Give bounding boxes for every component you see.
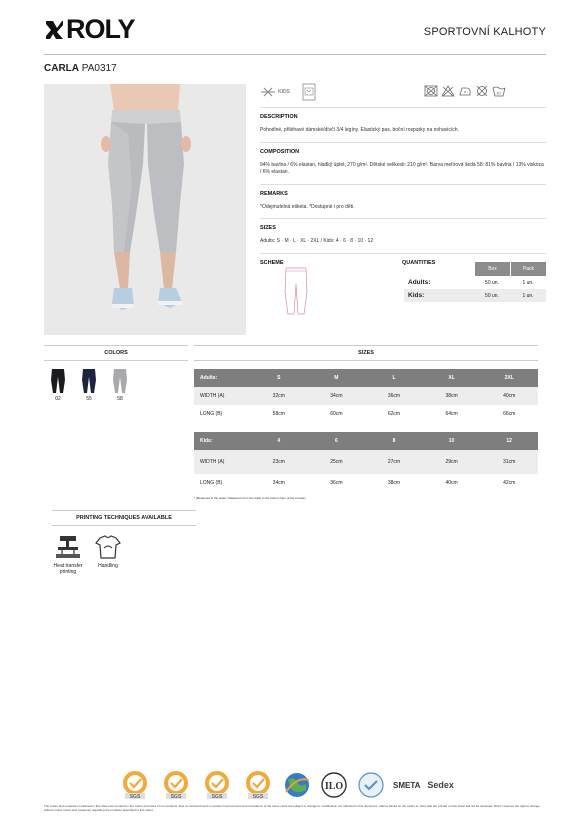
product-code: PA0317 <box>81 63 117 74</box>
table-cell: 64cm <box>445 411 458 417</box>
no-dry-clean-icon <box>475 85 489 97</box>
table-row <box>194 387 538 405</box>
iron-icon <box>458 85 472 97</box>
sgs-certified-icon <box>241 770 275 800</box>
sizes-title: SIZES <box>260 225 276 231</box>
table-cell: 62cm <box>387 411 401 417</box>
sizes-section <box>260 219 546 254</box>
kids-size-table <box>194 432 538 492</box>
arrows-icon <box>260 86 276 98</box>
table-cell: LONG (B) <box>200 480 223 486</box>
tshirt-handling-icon <box>94 534 122 560</box>
qty-label: Adults: <box>408 279 431 286</box>
table-cell: 8 <box>365 432 423 450</box>
table-cell: 38cm <box>423 387 481 405</box>
table-cell: 40cm <box>445 480 458 486</box>
legal-disclaimer: The colors and measures contained in this sheet are rounded to the colors and sizes of our products. Due to continued work in product improvement and renovations of the same stock are subject to change or modification not reflected in this document. Claims based on the colors or sizes that are printed on this sheet will not be accepted. ROLY reserves the right to change without notice colors and measures regarding the products described in this sheet. <box>44 804 540 812</box>
colors-heading: COLORS <box>44 345 188 361</box>
color-code: 55 <box>86 396 92 402</box>
table-cell: S <box>250 369 308 387</box>
header-divider <box>44 54 546 55</box>
table-row <box>194 405 538 423</box>
sgs-badge <box>200 770 234 800</box>
adults-size-table <box>194 369 538 423</box>
printing-techniques <box>52 534 124 575</box>
svg-text:30: 30 <box>496 90 501 96</box>
no-tumble-dry-icon <box>424 85 438 97</box>
table-cell: 29cm <box>423 450 481 474</box>
color-swatch[interactable] <box>81 368 97 402</box>
qty-pack: 1 un. <box>522 279 534 286</box>
description-section <box>260 108 546 143</box>
quantities-title: QUANTITIES <box>402 259 436 266</box>
table-cell: LONG (B) <box>200 411 223 417</box>
quantities-row-kids <box>404 289 546 302</box>
table-cell: 4 <box>250 432 308 450</box>
table-cell: 58cm <box>272 411 285 417</box>
sgs-label: SGS <box>211 794 223 800</box>
pack-header: Pack <box>511 262 546 276</box>
legging-swatch-icon <box>112 368 128 394</box>
sgs-certified-icon <box>118 770 152 800</box>
table-header-row <box>194 369 538 387</box>
composition-section <box>260 143 546 185</box>
table-cell: L <box>365 369 423 387</box>
table-cell: 10 <box>423 432 481 450</box>
table-cell: Kids: <box>194 432 250 450</box>
sizes-footnote: * [Measures in the waist / Measures from the waist to the bottom hem of the trouser] <box>194 496 306 500</box>
quality-seal-icon <box>356 770 386 800</box>
brand-logo <box>44 14 135 45</box>
qty-pack: 1 un. <box>522 292 534 299</box>
table-cell: 40cm <box>480 387 538 405</box>
feature-icons-row <box>260 80 546 108</box>
model-legging-illustration <box>44 84 246 335</box>
table-row <box>194 474 538 492</box>
color-swatch[interactable] <box>112 368 128 402</box>
brand-name: ROLY <box>66 14 135 44</box>
color-swatch[interactable] <box>50 368 66 402</box>
table-cell: 36cm <box>365 387 423 405</box>
table-cell: 32cm <box>250 387 308 405</box>
scheme-title: SCHEME <box>260 259 284 266</box>
color-code: 02 <box>55 396 61 402</box>
qty-box: 50 un. <box>485 292 499 299</box>
remarks-section <box>260 185 546 220</box>
technique-heat-transfer <box>52 534 84 575</box>
quantities-row-adults <box>404 276 546 289</box>
roly-mark-icon <box>44 19 64 41</box>
box-header: Box <box>475 262 510 276</box>
kids-icon <box>260 86 290 98</box>
remarks-text: *Odejmutelná etiketa. *Dostupné i pro děti. <box>260 203 355 210</box>
description-title: DESCRIPTION <box>260 114 298 120</box>
category-heading: SPORTOVNÍ KALHOTY <box>423 26 546 38</box>
table-cell: 6 <box>308 432 366 450</box>
table-cell: Adults: <box>194 369 250 387</box>
table-cell: 60cm <box>330 411 343 417</box>
table-cell: 38cm <box>387 480 401 486</box>
table-cell: 34cm <box>272 480 285 486</box>
sedex-logo: Sedex <box>427 780 454 790</box>
table-cell: 42cm <box>503 480 516 486</box>
table-cell: 27cm <box>365 450 423 474</box>
table-cell: M <box>308 369 366 387</box>
removable-label-icon <box>302 83 316 101</box>
composition-title: COMPOSITION <box>260 148 300 155</box>
scheme-drawing <box>282 262 310 318</box>
qty-label: Kids: <box>408 292 425 299</box>
color-swatches <box>50 368 128 402</box>
sgs-certified-icon <box>159 770 193 800</box>
printing-heading: PRINTING TECHNIQUES AVAILABLE <box>52 510 196 526</box>
table-cell: WIDTH (A) <box>194 387 250 405</box>
composition-text: 94% bavlna / 6% elastan, hladký úplet, 270 g/m². Dětské velikosti: 210 g/m². Barva melírová šedá 58: 81% bavlna / 13% viskoza / 6% elastan. <box>260 161 544 175</box>
remarks-title: REMARKS <box>260 190 288 197</box>
table-cell: 34cm <box>308 387 366 405</box>
sgs-label: SGS <box>129 794 141 800</box>
sizes-text: Adults: S · M · L · XL · 2XL / Kids: 4 · 6 · 8 · 10 · 12 <box>260 238 374 244</box>
sgs-certified-icon <box>200 770 234 800</box>
heat-press-icon <box>54 534 82 560</box>
table-cell: 12 <box>480 432 538 450</box>
table-cell: 36cm <box>330 480 343 486</box>
technique-label: Heat transfer printing <box>53 563 83 575</box>
legging-swatch-icon <box>81 368 97 394</box>
product-info <box>260 80 546 266</box>
globe-certification-icon <box>282 770 312 800</box>
technique-handling <box>92 534 124 575</box>
smeta-logo: SMETA <box>393 780 421 790</box>
product-name: CARLA <box>44 63 79 74</box>
product-photo <box>44 84 246 335</box>
quantities-header <box>402 259 546 276</box>
legging-swatch-icon <box>50 368 66 394</box>
sgs-badge <box>241 770 275 800</box>
table-cell: 31cm <box>480 450 538 474</box>
sgs-badge <box>118 770 152 800</box>
color-code: 58 <box>117 396 123 402</box>
certifications-row <box>118 770 454 800</box>
table-cell: WIDTH (A) <box>194 450 250 474</box>
quantities-table <box>402 259 546 302</box>
sgs-label: SGS <box>170 794 182 800</box>
sgs-label: SGS <box>252 794 264 800</box>
sgs-badge <box>159 770 193 800</box>
ilo-icon <box>319 770 349 800</box>
qty-box: 50 un. <box>485 279 499 286</box>
table-cell: XL <box>423 369 481 387</box>
product-title <box>44 63 117 74</box>
care-instructions <box>424 85 506 97</box>
wash-30-icon <box>492 85 506 97</box>
kids-label: KIDS <box>278 89 290 95</box>
sizes-heading: SIZES <box>194 345 538 361</box>
no-bleach-icon <box>441 85 455 97</box>
description-text: Pohodlné, přiléhavé dámské/dívčí 3/4 legíny. Elastický pas, boční rozparky na nohavicích. <box>260 127 459 133</box>
svg-text:ILO: ILO <box>324 781 344 792</box>
table-cell: 66cm <box>503 411 516 417</box>
table-row <box>194 450 538 474</box>
table-cell: 2XL <box>480 369 538 387</box>
table-cell: 23cm <box>250 450 308 474</box>
technique-label: Handling <box>98 563 118 569</box>
table-cell: 25cm <box>308 450 366 474</box>
table-header-row <box>194 432 538 450</box>
